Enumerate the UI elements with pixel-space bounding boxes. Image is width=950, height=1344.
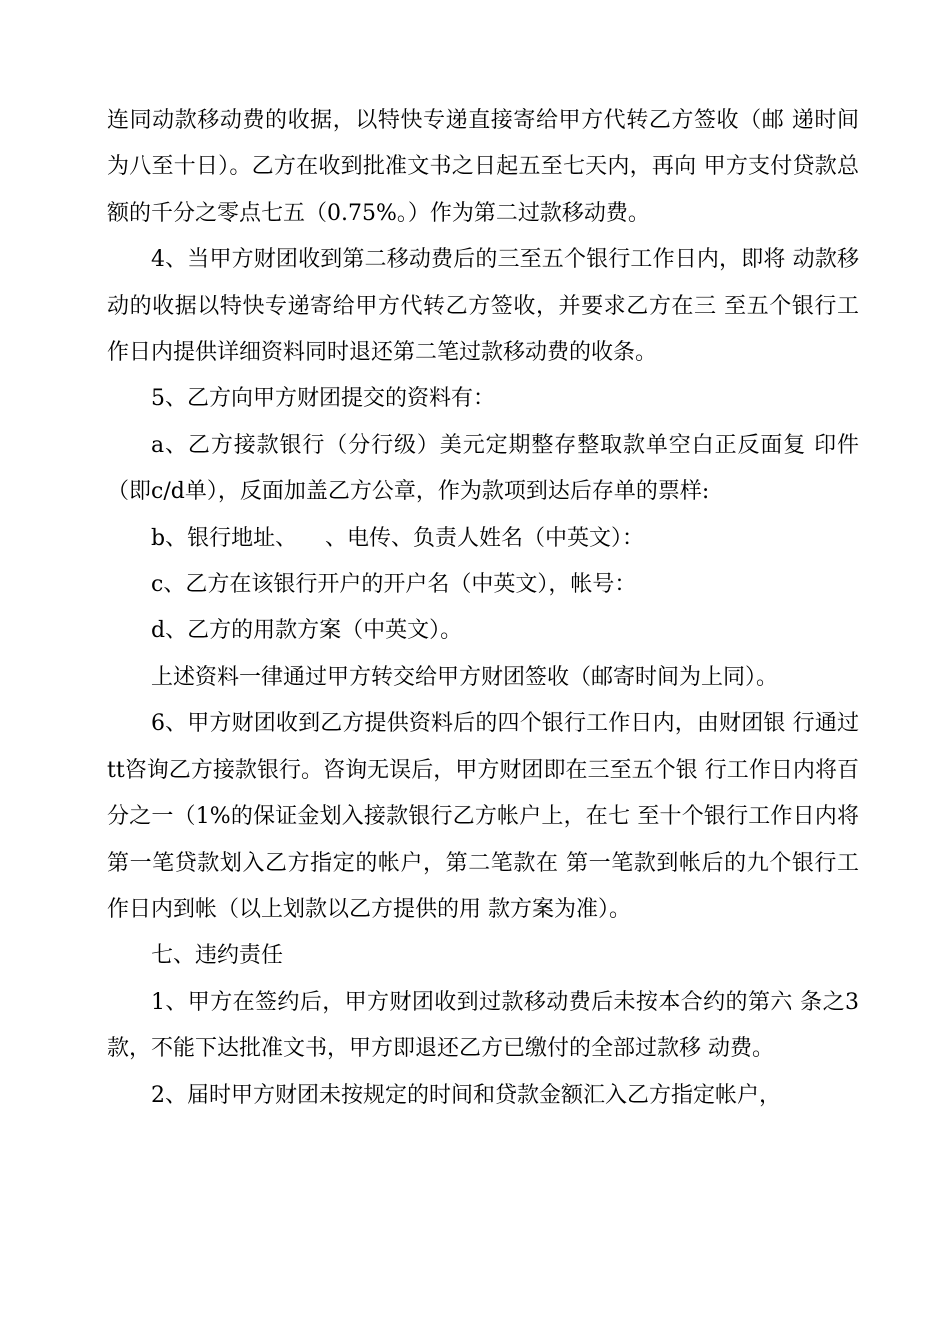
paragraph-item-a: a、乙方接款银行（分行级）美元定期整存整取款单空白正反面复 印件（即c/d单），反面加盖乙方公章，作为款项到达后存单的票样: <box>107 432 859 505</box>
paragraph-item-c: c、乙方在该银行开户的开户名（中英文），帐号： <box>151 572 637 598</box>
paragraph-continuation: 连同动款移动费的收据，以特快专递直接寄给甲方代转乙方签收（邮 递时间为八至十日）。乙方在收到批准文书之日起五至七天内，再向 甲方支付贷款总额的千分之零点七五（0.75%。）作为第二过款移动费。 <box>107 108 859 226</box>
paragraph-clause-5: 5、乙方向甲方财团提交的资料有： <box>151 386 495 412</box>
paragraph-clause-6: 6、甲方财团收到乙方提供资料后的四个银行工作日内，由财团银 行通过tt咨询乙方接款银行。咨询无误后，甲方财团即在三至五个银 行工作日内将百分之一（1%的保证金划入接款银行乙方帐户上，在七 至十个银行工作日内将第一笔贷款划入乙方指定的帐户，第二笔款在 第一笔款到帐后的九个银行工作日内到帐（以上划款以乙方提供的用 款方案为准）。 <box>107 711 859 922</box>
section-heading-breach: 七、违约责任 <box>151 943 284 969</box>
document-body <box>107 98 859 1119</box>
paragraph-materials-note: 上述资料一律通过甲方转交给甲方财团签收（邮寄时间为上同）。 <box>151 664 779 690</box>
paragraph-breach-1: 1、甲方在签约后，甲方财团收到过款移动费后未按本合约的第六 条之3款，不能下达批准文书，甲方即退还乙方已缴付的全部过款移 动费。 <box>107 989 859 1062</box>
paragraph-item-d: d、乙方的用款方案（中英文）。 <box>151 618 463 644</box>
paragraph-breach-2: 2、届时甲方财团未按规定的时间和贷款金额汇入乙方指定帐户， <box>151 1082 781 1108</box>
paragraph-clause-4: 4、当甲方财团收到第二移动费后的三至五个银行工作日内，即将 动款移动的收据以特快专递寄给甲方代转乙方签收，并要求乙方在三 至五个银行工作日内提供详细资料同时退还第二笔过款移动费的收条。 <box>107 247 859 366</box>
paragraph-item-b: b、银行地址、 、电传、负责人姓名（中英文）： <box>151 525 645 551</box>
